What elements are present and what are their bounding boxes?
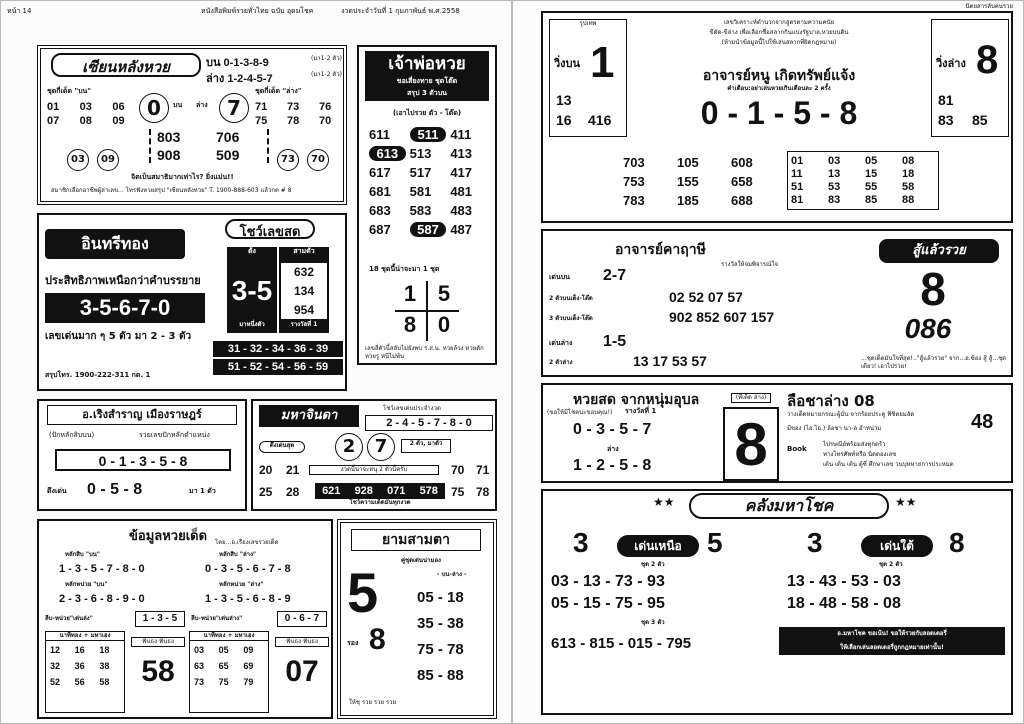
sod-l2: ล่าง [607, 445, 619, 453]
claim: ประสิทธิภาพเหนือกว่าคำบรรยาย [45, 274, 201, 287]
hand-b: ฟันธง ฟันธง [275, 637, 329, 647]
su-foot: ...ชุดเด็ดมันใจที่สุด!.."สู้แล้วรวย" จาก...อ.ซ้อง สู้ สู้...ชุดเดียว! เอาไปรวย! [861, 355, 1007, 370]
ball-left-2: 09 [97, 149, 119, 171]
r1-label: เด่นบน [549, 273, 570, 281]
hot-top-label: ชุดกี่เด็ด "บน" [47, 87, 91, 95]
ajarn-name: อาจารย์หนู เกิดทรัพย์แจ้ง [702, 68, 856, 84]
yam-big5: 5 [347, 561, 379, 624]
tag-bot: ลีบ-หน่วย"เด่นล่าง" [191, 615, 243, 622]
r3-label: 3 ตัวบนเต็ง-โต๊ด [549, 315, 593, 322]
top-r-num-1: 81 [938, 92, 954, 108]
bottom-word: ล่าง [196, 101, 208, 109]
reung-hot: 0 - 5 - 8 [87, 481, 143, 498]
ball-right-2: 70 [307, 149, 329, 171]
reung-hot-label: ดึงเด่น [47, 487, 67, 495]
hot-top-grid: 01 03 06 07 08 09 [47, 101, 125, 127]
yam-sub: คู่ชุดเด่นน่ามอง [401, 557, 441, 564]
r4-val: 1-5 [603, 333, 627, 350]
play-line: เลขเด่นมาก ๆ 5 ตัว มา 2 - 3 ตัว [45, 331, 192, 342]
reung-sub-l: (ปักหลักสิบบน) [49, 431, 95, 439]
corner-text: นิตยสารลับคนรวย [965, 3, 1013, 10]
ajarn-main: 0 - 1 - 5 - 8 [700, 95, 858, 131]
intro-1: เลขวิเคราะห์ตำนวกจากสูตรตามความคนัย [723, 19, 835, 26]
reung-title: อ.เริงสำราญ เมืองราษฎร์ [47, 405, 237, 425]
sod-l3: 1 - 2 - 5 - 8 [573, 457, 652, 474]
box-sian-langhuay [37, 45, 347, 205]
phone-line: สรุปโทร. 1900-222-311 กด. 1 [45, 371, 151, 379]
sod-big: 8 [723, 407, 779, 481]
r-row-1: 13 - 43 - 53 - 03 [787, 573, 901, 590]
three-list: 632 134 954 [279, 261, 329, 321]
maha-tag: ดึงเด่นสุด [259, 441, 305, 453]
maha-note2: งวดนี้น่าจะหนุ 2 ตัวนี้ครับ [309, 465, 439, 475]
top-l-digit: 1 [590, 38, 615, 87]
foot-a: มาหนึ่งตัว [227, 321, 277, 333]
top-r-num-2: 83 [938, 112, 954, 128]
col-b: สามตัว [279, 247, 329, 261]
chaopho-title: เจ้าพ่อหวย [365, 51, 489, 77]
l-row-2: 05 - 15 - 75 - 95 [551, 595, 665, 612]
data-by: โดย...อ.เรื่องเลขรวยเด็ด [215, 539, 279, 546]
reung-line: 0 - 1 - 3 - 5 - 8 [55, 449, 231, 471]
maha-note-top: โชว์เลขเด่นประจำงวด [383, 405, 441, 412]
big-a: 58 [141, 655, 175, 688]
ten-bot-val: 0 - 3 - 5 - 6 - 7 - 8 [205, 563, 291, 575]
chaopho-foot: เลขสี่ตัวนี้สลับไม่ยังพบ ร.ส.น. หวยล้วง หวยดัก หวยรู หนีไม่พ้น [365, 345, 484, 360]
yam-pairs: 05 - 18 35 - 38 75 - 78 85 - 88 [417, 589, 464, 684]
sod-tag: (ที่เด็ด ล่าง) [731, 393, 771, 403]
data-title: ข้อมูลหวยเด็ด [129, 529, 208, 544]
box-yam-sam-ta [337, 519, 497, 719]
chaopho-cross: 1 5 8 0 [395, 281, 459, 341]
box-chaopho-huay [357, 45, 497, 365]
col-a: ตั้ง [227, 247, 277, 261]
maha-foot: โชว์ความเด็ดมันทุกงวด [349, 499, 411, 506]
luecha-big2: 48 [971, 411, 994, 433]
page-number: หน้า 14 [7, 7, 32, 15]
top-l-num-2: 16 [556, 112, 572, 128]
ten-bot-label: หลักสิบ "ล่าง" [219, 551, 257, 558]
hot-bottom-grid: 71 73 76 75 78 70 [255, 101, 332, 127]
pairs-row-1: 31 - 32 - 34 - 36 - 39 [213, 341, 343, 357]
maha-left-nums: 20 21 25 28 [259, 463, 300, 499]
three-digit-grid: 803 706 908 509 [149, 129, 269, 163]
main-line: 3-5-6-7-0 [45, 293, 205, 323]
top-note: (มา1-2 ตัว) [311, 55, 342, 62]
ajarn-warn: คำเตือน:อย่าเล่นหวยเกินเดือนละ 2 ครั้ง [727, 85, 831, 92]
top-l-num-1: 13 [556, 92, 572, 108]
maha-tag2: 2 ตัว, มาตัว [401, 439, 451, 453]
luecha-desc-4: ทางโทรศัพท์หรือ นิดดองเลข [823, 451, 897, 458]
banner-2: ให้เลือกเล่นลอตเตอรี่ถูกกฎหมายเท่านั้น! [779, 641, 1005, 655]
yam-foot: ให้ชุ รวย รวย รวย [349, 699, 397, 706]
top-r-title: วิ่งล่าง [936, 57, 966, 70]
luecha-title: ลือชาล่าง 08 [787, 392, 875, 410]
r-tag: เด่นใต้ [861, 535, 933, 557]
top-digit-circle: 0 [139, 93, 169, 123]
r-row-2: 18 - 48 - 58 - 08 [787, 595, 901, 612]
show-title: โชว์เลขสด [225, 219, 315, 239]
maha-digit-2: 7 [367, 433, 395, 461]
top-r-digit: 8 [976, 38, 999, 82]
luecha-desc-1: วางเด็ดหมายกรณะผู้มั่น จากร้อยประตู พิชิตยมลัด [787, 411, 915, 418]
reung-sub-r: รวยเลขปักหลักตำแหน่ง [139, 431, 210, 439]
maha-logo: มหาจินดา [259, 405, 359, 427]
ball-right-1: 73 [277, 149, 299, 171]
yam-big8: 8 [369, 623, 386, 656]
l-row-3: 613 - 815 - 015 - 795 [551, 635, 692, 652]
chaopho-set-line: 18 ชุดนี้น่าจะมา 1 ชุด [369, 265, 440, 273]
l-tag: เด่นเหนือ [617, 535, 699, 557]
bottom-digit-circle: 7 [219, 93, 249, 123]
issue-date: งวดประจำวันที่ 1 กุมภาพันธ์ พ.ศ.2558 [341, 7, 460, 15]
l-row-1: 03 - 13 - 73 - 93 [551, 573, 665, 590]
l-digit-2: 5 [707, 527, 723, 558]
su-three: 086 [904, 313, 952, 344]
hot-bottom-label: ชุดกี่เด็ด "ล่าง" [255, 87, 302, 95]
reung-hot-note: มา 1 ตัว [189, 487, 216, 495]
top-word: บน [173, 101, 183, 109]
r3-val: 902 852 607 157 [669, 309, 775, 325]
khareusi-note: รางวัลให้จมพิจารณ์ใจ [721, 261, 778, 268]
slogan: จิตเป็นสมาธิมากเท่าไร? ยิ่งแม่น!! [131, 173, 234, 181]
stars-left: ★★ [653, 495, 675, 509]
unit-bot-val: 1 - 3 - 5 - 6 - 8 - 9 [205, 593, 291, 605]
luecha-desc-2: มีของ (ไอ.ไอ.) ล้อชา นา-ล อำหน่วม [787, 425, 882, 432]
paper-title: หนังสือพิมพ์รวยทั่วไทย ฉบับ อุดมโชค [201, 7, 314, 15]
unit-top-val: 2 - 3 - 6 - 8 - 9 - 0 [59, 593, 145, 605]
pairs-row-2: 51 - 52 - 54 - 56 - 59 [213, 359, 343, 375]
intro-2: ขีดัด-ขีล่าง เพื่อเลือกชื่อสลากกินแบ่งรัฐบาล,หวยบนดิน [709, 29, 849, 36]
ten-top-val: 1 - 3 - 5 - 7 - 8 - 0 [59, 563, 145, 575]
foot-b: รางวัลที่ 1 [279, 321, 329, 333]
box1-foot: สมาชิกเลือกอาชีพผู้ล่าเลข... โทรฟังหวยสรุป "เซียนหลังหวย" T. 1900-888-603 แล้วกด # 8 [51, 187, 292, 194]
unit-top-label: หลักหน่วย "บน" [65, 581, 108, 588]
maha-right-nums: 70 71 75 78 [451, 463, 490, 499]
ten-top-label: หลักสิบ "บน" [65, 551, 100, 558]
bottom-note: (มา1-2 ตัว) [311, 71, 342, 78]
top-line: บน 0-1-3-8-9 [206, 57, 269, 69]
grid-b: นาทีทอง + มหาเฮง 03 05 09 63 65 69 73 75 79 [189, 631, 269, 713]
hand-a: ฟันธง ฟันธง [131, 637, 185, 647]
luecha-desc-3: ไปรษณีย์พร้อมส่งทุกตร้ว [823, 441, 886, 448]
khareusi-title: อาจารย์คาฤาษี [615, 242, 706, 258]
l-digit-1: 3 [573, 527, 589, 558]
r5-label: 2 ตัวล่าง [549, 359, 573, 366]
ajarn-grid-b: 01 03 05 08 11 13 15 18 51 53 55 58 81 83 85 88 [787, 151, 939, 210]
box-insee-thong [37, 213, 347, 391]
box-ajarn-noo [541, 11, 1013, 223]
ball-left-1: 03 [67, 149, 89, 171]
maha-digit-1: 2 [335, 433, 363, 461]
sod-sub2: รางวัลที่ 1 [625, 407, 657, 415]
chaopho-sub2: สรุป 3 ตัวบน [365, 89, 489, 101]
insee-logo: อินทรีทอง [45, 229, 185, 259]
grid-a: นาทีทอง + มหาเฮง 12 16 18 32 36 38 52 56 58 [45, 631, 125, 713]
r4-label: เด่นล่าง [549, 339, 573, 347]
r2-val: 02 52 07 57 [669, 289, 743, 305]
box-maha-jinda [251, 399, 497, 511]
box-huay-sod [541, 383, 1013, 483]
bottom-line: ล่าง 1-2-4-5-7 [206, 73, 273, 85]
maha-threes: 621 928 071 578 [315, 483, 445, 499]
tag-top: ลีบ-หน่วย"เด่นล่ง" [45, 615, 93, 622]
l-note-2: ชุด 3 ตัว [641, 619, 665, 626]
yam-hdr: - บน-ล่าง - [437, 571, 467, 578]
big-b: 07 [285, 655, 319, 688]
sod-sub: (ขอให้มีโชคนะขอบคุณ!) [547, 409, 613, 416]
box-klang-mahachok [541, 489, 1013, 715]
top-left-card: รูปเทพ วิ่งบน 1 13 16 416 [549, 19, 627, 137]
maha-line: 2 - 4 - 5 - 7 - 8 - 0 [365, 415, 493, 431]
l-note: ชุด 2 ตัว [641, 561, 665, 568]
r-note: ชุด 2 ตัว [879, 561, 903, 568]
right-page [512, 0, 1024, 724]
r-digit-1: 3 [807, 527, 823, 558]
top-l-title: วิ่งบน [554, 57, 581, 70]
su-logo: สู้แล้วรวย [879, 239, 999, 263]
box-reung-samran [37, 399, 247, 511]
unit-bot-label: หลักหน่วย "ล่าง" [219, 581, 264, 588]
yam-title: ยามสามตา [351, 529, 481, 551]
top-r-num-3: 85 [972, 112, 988, 128]
big-digits: 3-5 [227, 261, 277, 321]
sod-title: หวยสด จากหนุ่มอุบล [573, 392, 700, 408]
stars-right: ★★ [895, 495, 917, 509]
r5-val: 13 17 53 57 [633, 353, 707, 369]
r2-label: 2 ตัวบนเต็ง-โต๊ด [549, 295, 593, 302]
box-data-huay [37, 519, 333, 719]
book-label: Book [787, 445, 807, 453]
sod-l1: 0 - 3 - 5 - 7 [573, 421, 652, 438]
yam-rong: รอง [347, 639, 359, 647]
box-ajarn-khareusi [541, 229, 1013, 377]
top-l-num-3: 416 [588, 112, 612, 128]
key-bot: 0 - 6 - 7 [277, 611, 327, 627]
r1-val: 2-7 [603, 267, 627, 284]
banner-1: อ.มหาโชค ขอเน้น! ขอให้รวยกับลอตเตอรี่ [779, 627, 1005, 641]
r-digit-2: 8 [949, 527, 965, 558]
su-big: 8 [920, 263, 946, 315]
ajarn-grid-a: 703 105 608 753 155 658 783 185 688 [623, 155, 753, 208]
key-top: 1 - 3 - 5 [135, 611, 185, 627]
top-right-card [931, 19, 1009, 137]
klang-title: คลังมหาโชค [689, 493, 889, 519]
chaopho-grid: 611 511 411 613 513 413 617 517 417 681 581 481 683 583 483 687 587 487 [369, 127, 473, 237]
chaopho-sub1: ขอเสี่ยงทาย ชุดโต๊ด [365, 77, 489, 89]
chaopho-label: (เอาไปรวย ตัว - โต๊ด) [392, 109, 462, 117]
luecha-desc-5: เด้น เด้น เด้น ตู้ซี่ ศึกษาเลข วนบุหหายการประหมด [823, 461, 954, 468]
sian-logo: เซียนหลังหวย [51, 53, 201, 77]
intro-3: (ห้ามนำข้อมูลนี้ไปใช้เล่นสลากที่ผิดกฎหมาย) [721, 39, 837, 46]
